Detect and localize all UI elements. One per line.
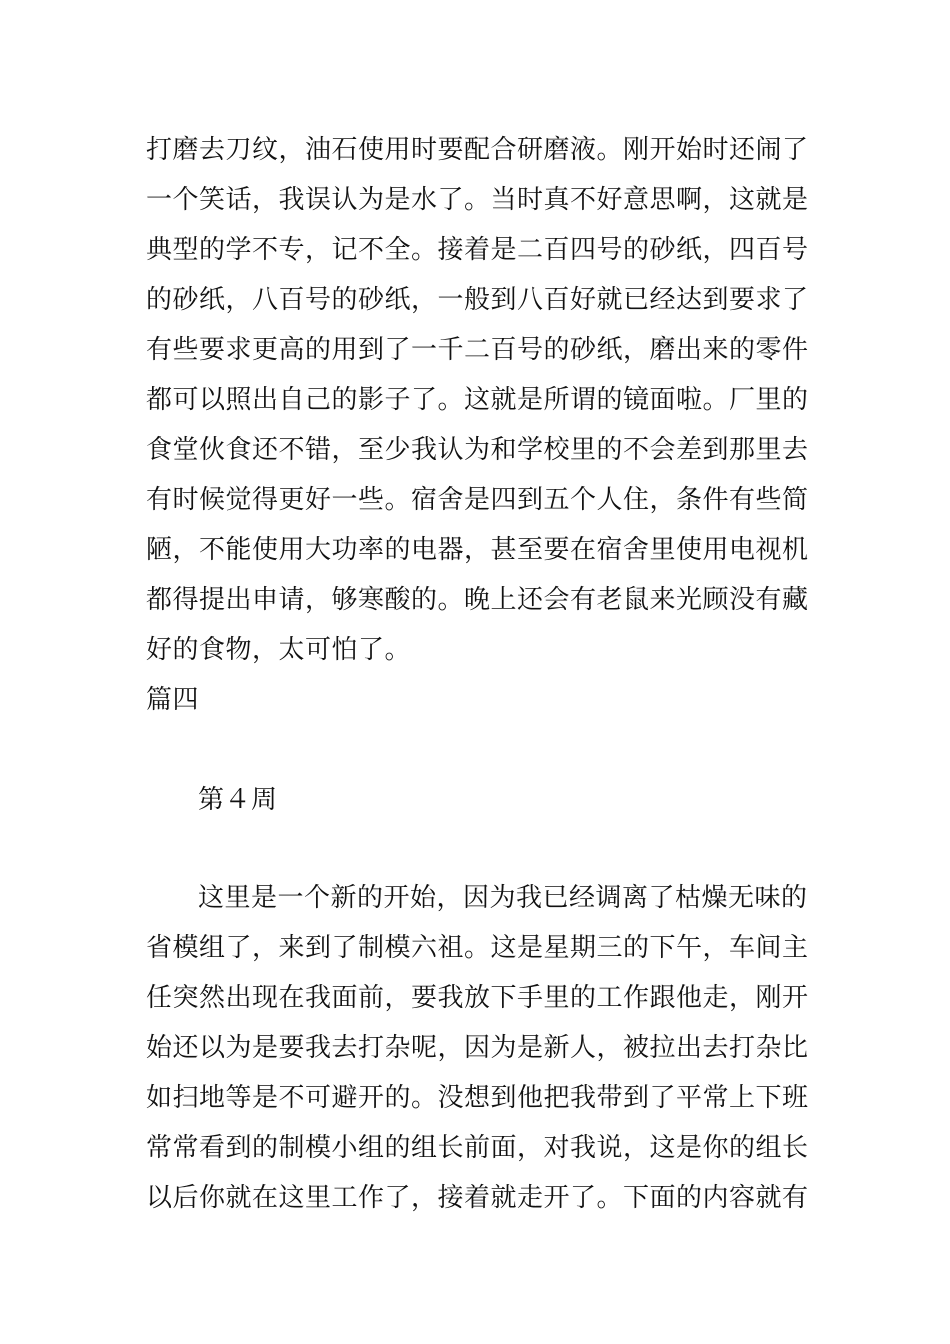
paragraph1-line-3: 典型的学不专，记不全。接着是二百四号的砂纸，四百号 [146, 235, 809, 265]
paragraph1-line-10: 都得提出申请，够寒酸的。晚上还会有老鼠来光顾没有藏 [146, 585, 809, 615]
paragraph1-line-7: 食堂伙食还不错，至少我认为和学校里的不会差到那里去 [146, 435, 809, 465]
paragraph1-line-8: 有时候觉得更好一些。宿舍是四到五个人住，条件有些简 [146, 485, 809, 515]
paragraph2-line-2: 省模组了，来到了制模六祖。这是星期三的下午，车间主 [146, 933, 809, 963]
paragraph2-line-3: 任突然出现在我面前，要我放下手里的工作跟他走，刚开 [146, 983, 809, 1013]
paragraph1-line-4: 的砂纸，八百号的砂纸，一般到八百好就已经达到要求了 [146, 285, 809, 315]
paragraph1-line-9: 陋，不能使用大功率的电器，甚至要在宿舍里使用电视机 [146, 535, 809, 565]
paragraph2-line-4: 始还以为是要我去打杂呢，因为是新人，被拉出去打杂比 [146, 1033, 809, 1063]
paragraph2-line-1: 这里是一个新的开始，因为我已经调离了枯燥无味的 [198, 883, 808, 913]
paragraph1-line-2: 一个笑话，我误认为是水了。当时真不好意思啊，这就是 [146, 185, 809, 215]
paragraph2-line-5: 如扫地等是不可避开的。没想到他把我带到了平常上下班 [146, 1083, 809, 1113]
paragraph1-line-1: 打磨去刀纹，油石使用时要配合研磨液。刚开始时还闹了 [146, 135, 809, 165]
paragraph2-line-7: 以后你就在这里工作了，接着就走开了。下面的内容就有 [146, 1183, 809, 1213]
week-label: 第４周 [198, 785, 278, 815]
paragraph1-line-5: 有些要求更高的用到了一千二百号的砂纸，磨出来的零件 [146, 335, 809, 365]
paragraph1-line-11: 好的食物，太可怕了。 [146, 635, 412, 665]
paragraph1-line-6: 都可以照出自己的影子了。这就是所谓的镜面啦。厂里的 [146, 385, 809, 415]
section-heading: 篇四 [146, 685, 200, 715]
paragraph2-line-6: 常常看到的制模小组的组长前面，对我说，这是你的组长 [146, 1133, 809, 1163]
